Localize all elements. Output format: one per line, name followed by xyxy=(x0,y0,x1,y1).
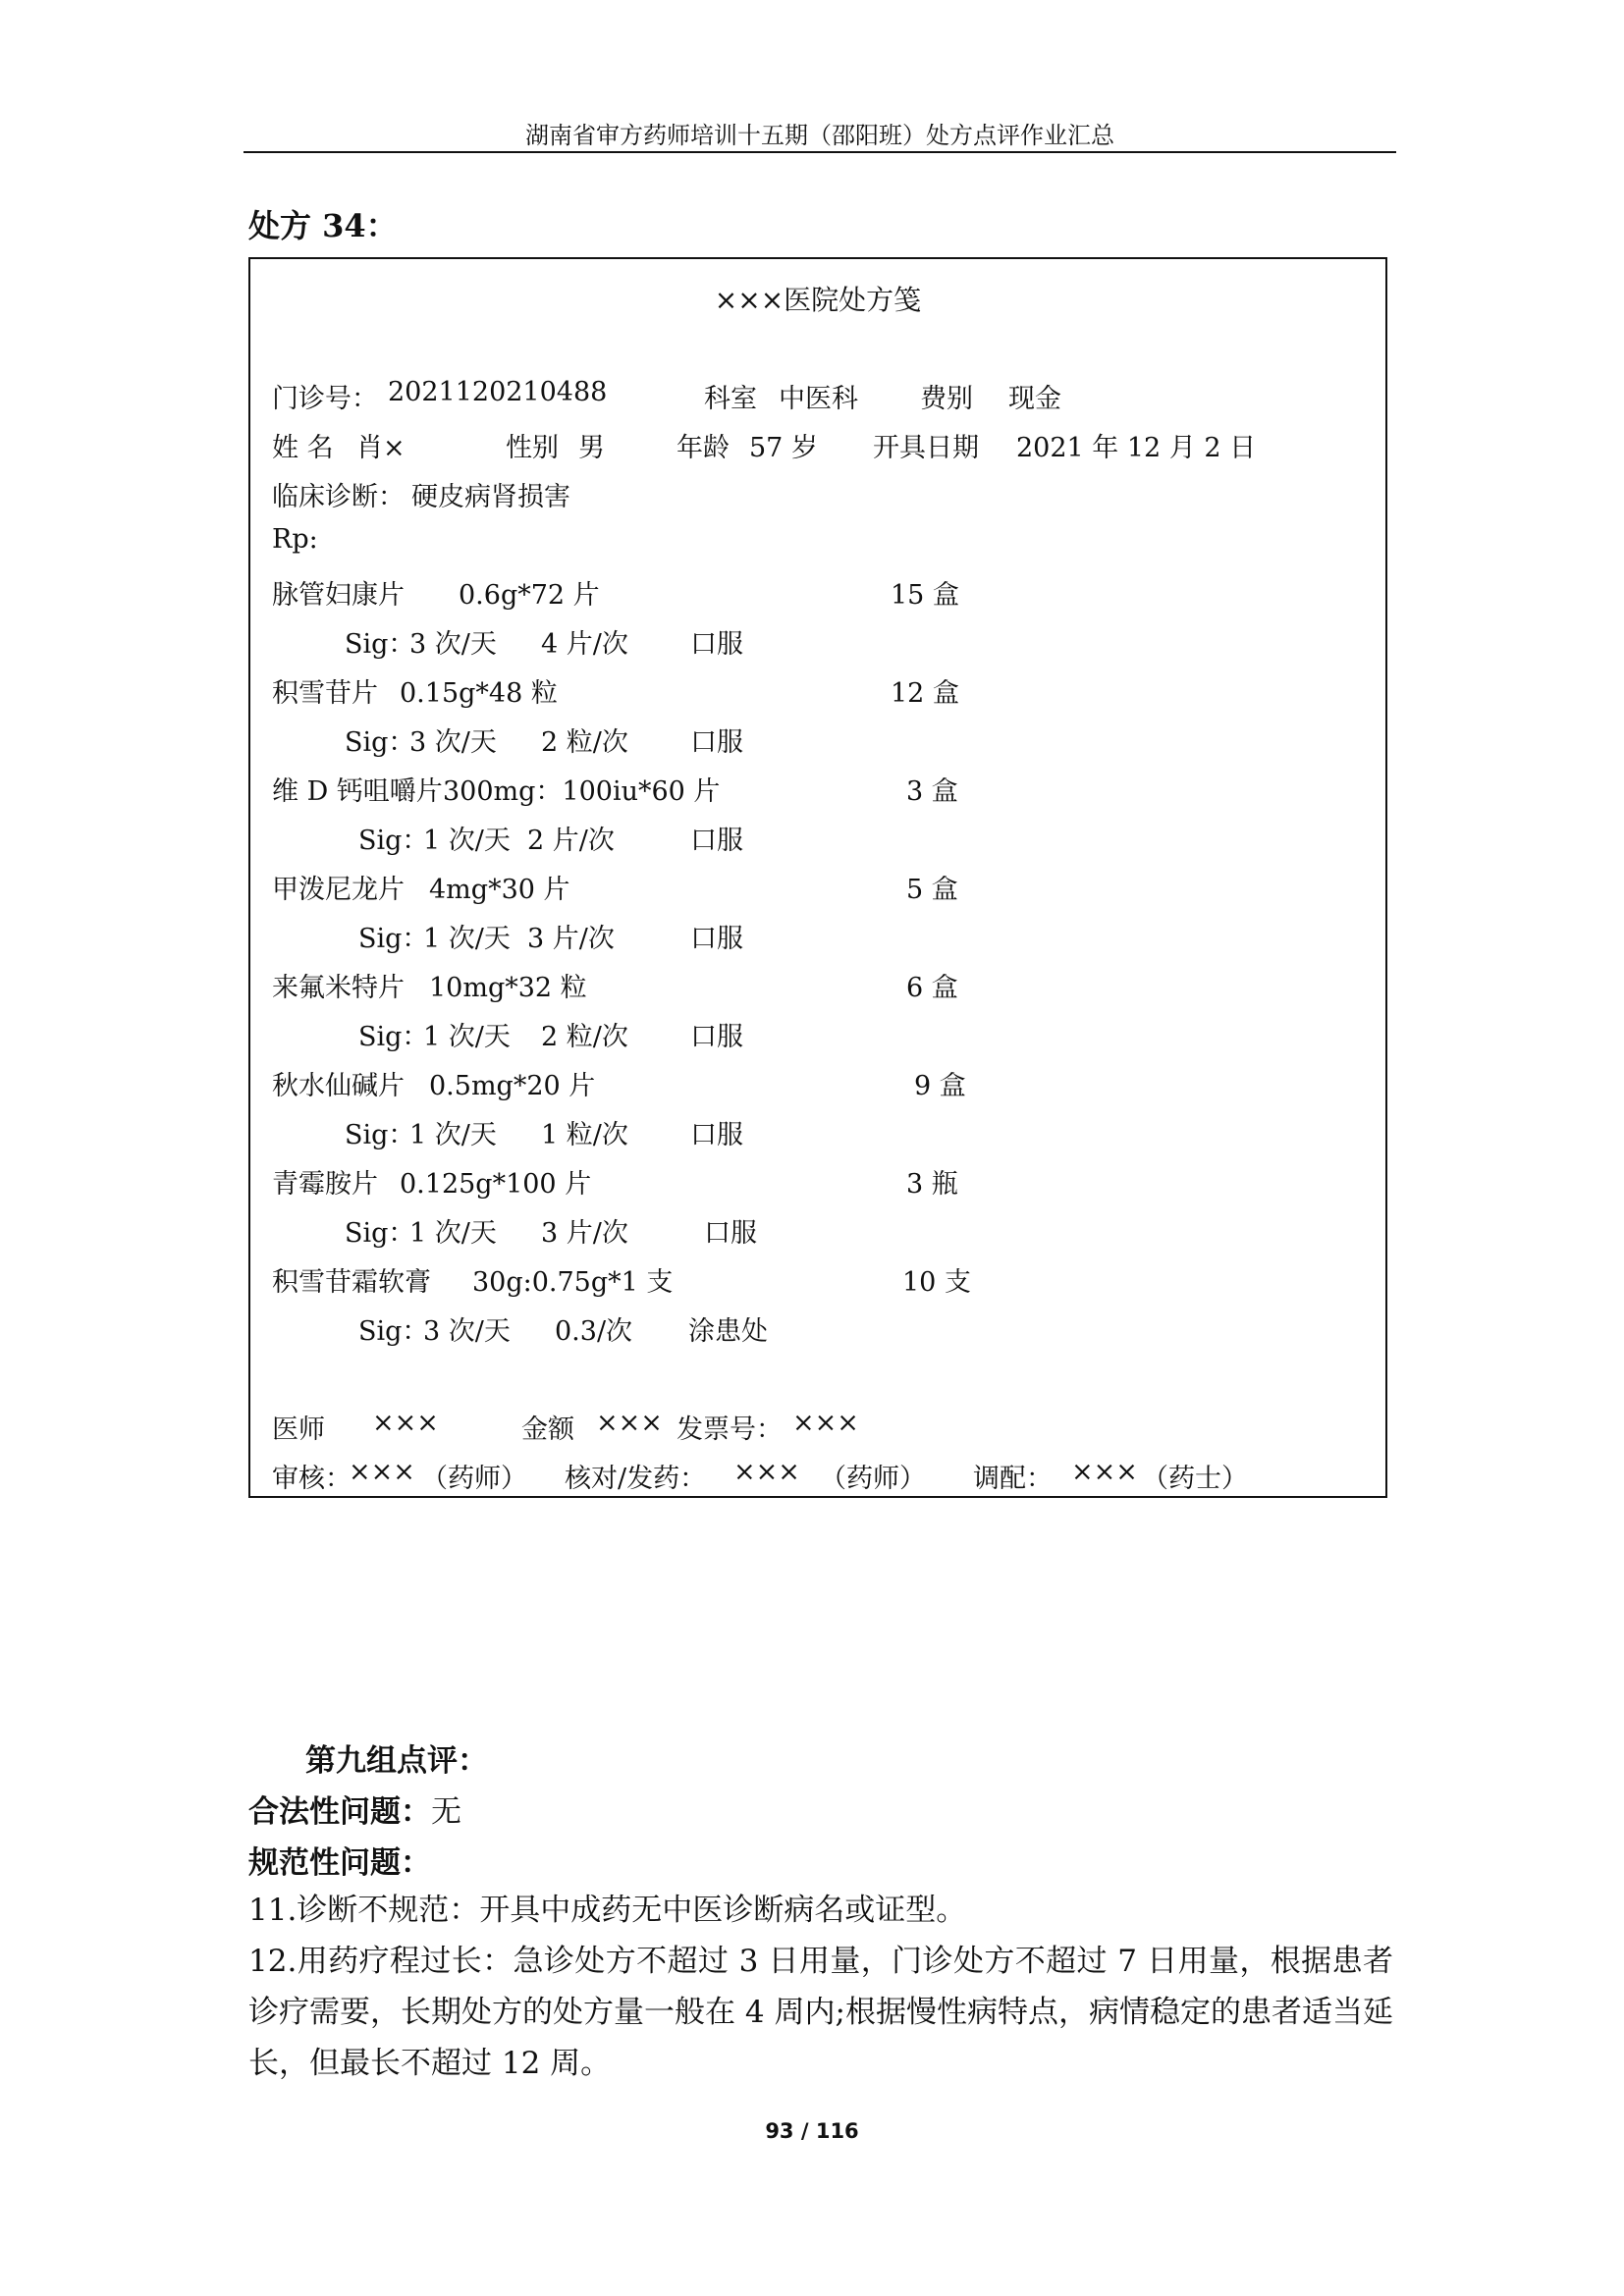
sig-frequency: 1 次/天 xyxy=(409,1218,497,1249)
sig-label: Sig： xyxy=(358,924,429,954)
patient-name: 肖× xyxy=(356,433,406,463)
date-label: 开具日期 xyxy=(873,433,979,463)
drug-name: 青霉胺片 xyxy=(272,1169,378,1200)
dispense-name: ××× xyxy=(1071,1457,1138,1487)
sig-dose: 2 粒/次 xyxy=(541,727,628,758)
review-label: 审核： xyxy=(272,1464,352,1494)
drug-spec: 300mg：100iu*60 片 xyxy=(443,776,721,807)
sig-route: 涂患处 xyxy=(688,1316,768,1347)
prescription-box-title: ×××医院处方笺 xyxy=(714,284,922,316)
sig-route: 口服 xyxy=(690,727,743,758)
fee-value: 现金 xyxy=(1008,384,1061,414)
drug-name: 积雪苷片 xyxy=(272,678,378,709)
drug-spec: 0.6g*72 片 xyxy=(459,580,600,611)
comment-item-12: 12.用药疗程过长：急诊处方不超过 3 日用量，门诊处方不超过 7 日用量，根据患者诊疗需要，长期处方的处方量一般在 4 周内;根据慢性病特点，病情稳定的患者适当延长，但最长不超过 12 周。 xyxy=(248,1944,1393,2081)
sig-route: 口服 xyxy=(704,1218,757,1249)
drug-spec: 30g:0.75g*1 支 xyxy=(472,1267,674,1298)
sig-route: 口服 xyxy=(690,1120,743,1150)
drug-qty: 9 盒 xyxy=(914,1071,966,1101)
comment-group-heading: 第九组点评： xyxy=(305,1743,488,1779)
sig-frequency: 3 次/天 xyxy=(423,1316,511,1347)
drug-name: 秋水仙碱片 xyxy=(272,1071,405,1101)
drug-qty: 15 盒 xyxy=(891,580,959,611)
sig-dose: 3 片/次 xyxy=(541,1218,628,1249)
header-divider xyxy=(244,151,1396,153)
name-label: 姓 名 xyxy=(272,433,334,463)
drug-spec: 0.125g*100 片 xyxy=(400,1169,592,1200)
prescription-box xyxy=(248,257,1387,1498)
drug-spec: 0.15g*48 粒 xyxy=(400,678,558,709)
sig-route: 口服 xyxy=(690,1022,743,1052)
review-name: ××× xyxy=(349,1457,415,1487)
dept-value: 中医科 xyxy=(779,384,858,414)
drug-spec: 0.5mg*20 片 xyxy=(429,1071,596,1101)
sig-label: Sig： xyxy=(345,1218,415,1249)
sex-label: 性别 xyxy=(506,433,559,463)
drug-name: 来氟米特片 xyxy=(272,973,405,1003)
sex-value: 男 xyxy=(578,433,605,463)
check-role: （药师） xyxy=(820,1464,926,1494)
sig-dose: 3 片/次 xyxy=(527,924,615,954)
page-number: 93 / 116 xyxy=(765,2119,859,2143)
age-label: 年龄 xyxy=(677,433,730,463)
legal-issue-value: 无 xyxy=(431,1794,461,1830)
drug-qty: 3 盒 xyxy=(906,776,958,807)
fee-label: 费别 xyxy=(920,384,973,414)
sig-route: 口服 xyxy=(690,826,743,856)
check-label: 核对/发药： xyxy=(565,1464,707,1494)
clinic-no: 2021120210488 xyxy=(388,377,608,407)
doctor-value: ××× xyxy=(372,1408,439,1438)
drug-qty: 6 盒 xyxy=(906,973,958,1003)
amount-label: 金额 xyxy=(521,1415,574,1445)
amount-value: ××× xyxy=(596,1408,663,1438)
rp-label: Rp: xyxy=(272,524,318,555)
invoice-value: ××× xyxy=(792,1408,859,1438)
sig-route: 口服 xyxy=(690,924,743,954)
drug-qty: 3 瓶 xyxy=(906,1169,958,1200)
drug-name: 积雪苷霜软膏 xyxy=(272,1267,431,1298)
sig-label: Sig： xyxy=(345,1120,415,1150)
page-header: 湖南省审方药师培训十五期（邵阳班）处方点评作业汇总 xyxy=(525,122,1114,149)
legal-issue-label: 合法性问题： xyxy=(248,1794,431,1830)
clinic-no-label: 门诊号： xyxy=(272,384,378,414)
diagnosis-label: 临床诊断： xyxy=(272,482,405,512)
diagnosis-value: 硬皮病肾损害 xyxy=(411,482,570,512)
drug-name: 维 D 钙咀嚼片 xyxy=(272,776,443,807)
drug-name: 脉管妇康片 xyxy=(272,580,405,611)
check-name: ××× xyxy=(733,1457,800,1487)
doctor-label: 医师 xyxy=(272,1415,325,1445)
sig-label: Sig： xyxy=(345,727,415,758)
sig-frequency: 1 次/天 xyxy=(423,826,511,856)
drug-spec: 4mg*30 片 xyxy=(429,875,570,905)
drug-qty: 5 盒 xyxy=(906,875,958,905)
comment-item-11: 11.诊断不规范：开具中成药无中医诊断病名或证型。 xyxy=(248,1893,967,1928)
sig-dose: 2 粒/次 xyxy=(541,1022,628,1052)
drug-qty: 12 盒 xyxy=(891,678,959,709)
sig-frequency: 1 次/天 xyxy=(409,1120,497,1150)
dispense-role: （药士） xyxy=(1142,1464,1248,1494)
age-value: 57 岁 xyxy=(749,433,818,463)
dispense-label: 调配： xyxy=(973,1464,1053,1494)
sig-label: Sig： xyxy=(345,629,415,660)
norm-issue-heading: 规范性问题： xyxy=(248,1845,431,1881)
date-value: 2021 年 12 月 2 日 xyxy=(1016,433,1257,463)
sig-label: Sig： xyxy=(358,1022,429,1052)
review-role: （药师） xyxy=(421,1464,527,1494)
drug-spec: 10mg*32 粒 xyxy=(429,973,587,1003)
sig-dose: 1 粒/次 xyxy=(541,1120,628,1150)
sig-route: 口服 xyxy=(690,629,743,660)
prescription-title: 处方 34： xyxy=(248,207,398,244)
drug-qty: 10 支 xyxy=(902,1267,971,1298)
sig-label: Sig： xyxy=(358,1316,429,1347)
sig-frequency: 3 次/天 xyxy=(409,629,497,660)
dept-label: 科室 xyxy=(704,384,757,414)
invoice-label: 发票号： xyxy=(677,1415,783,1445)
sig-dose: 0.3/次 xyxy=(555,1316,633,1347)
sig-label: Sig： xyxy=(358,826,429,856)
legal-issue-line xyxy=(248,1787,461,1831)
sig-dose: 4 片/次 xyxy=(541,629,628,660)
sig-frequency: 1 次/天 xyxy=(423,924,511,954)
drug-name: 甲泼尼龙片 xyxy=(272,875,405,905)
sig-frequency: 3 次/天 xyxy=(409,727,497,758)
sig-dose: 2 片/次 xyxy=(527,826,615,856)
sig-frequency: 1 次/天 xyxy=(423,1022,511,1052)
